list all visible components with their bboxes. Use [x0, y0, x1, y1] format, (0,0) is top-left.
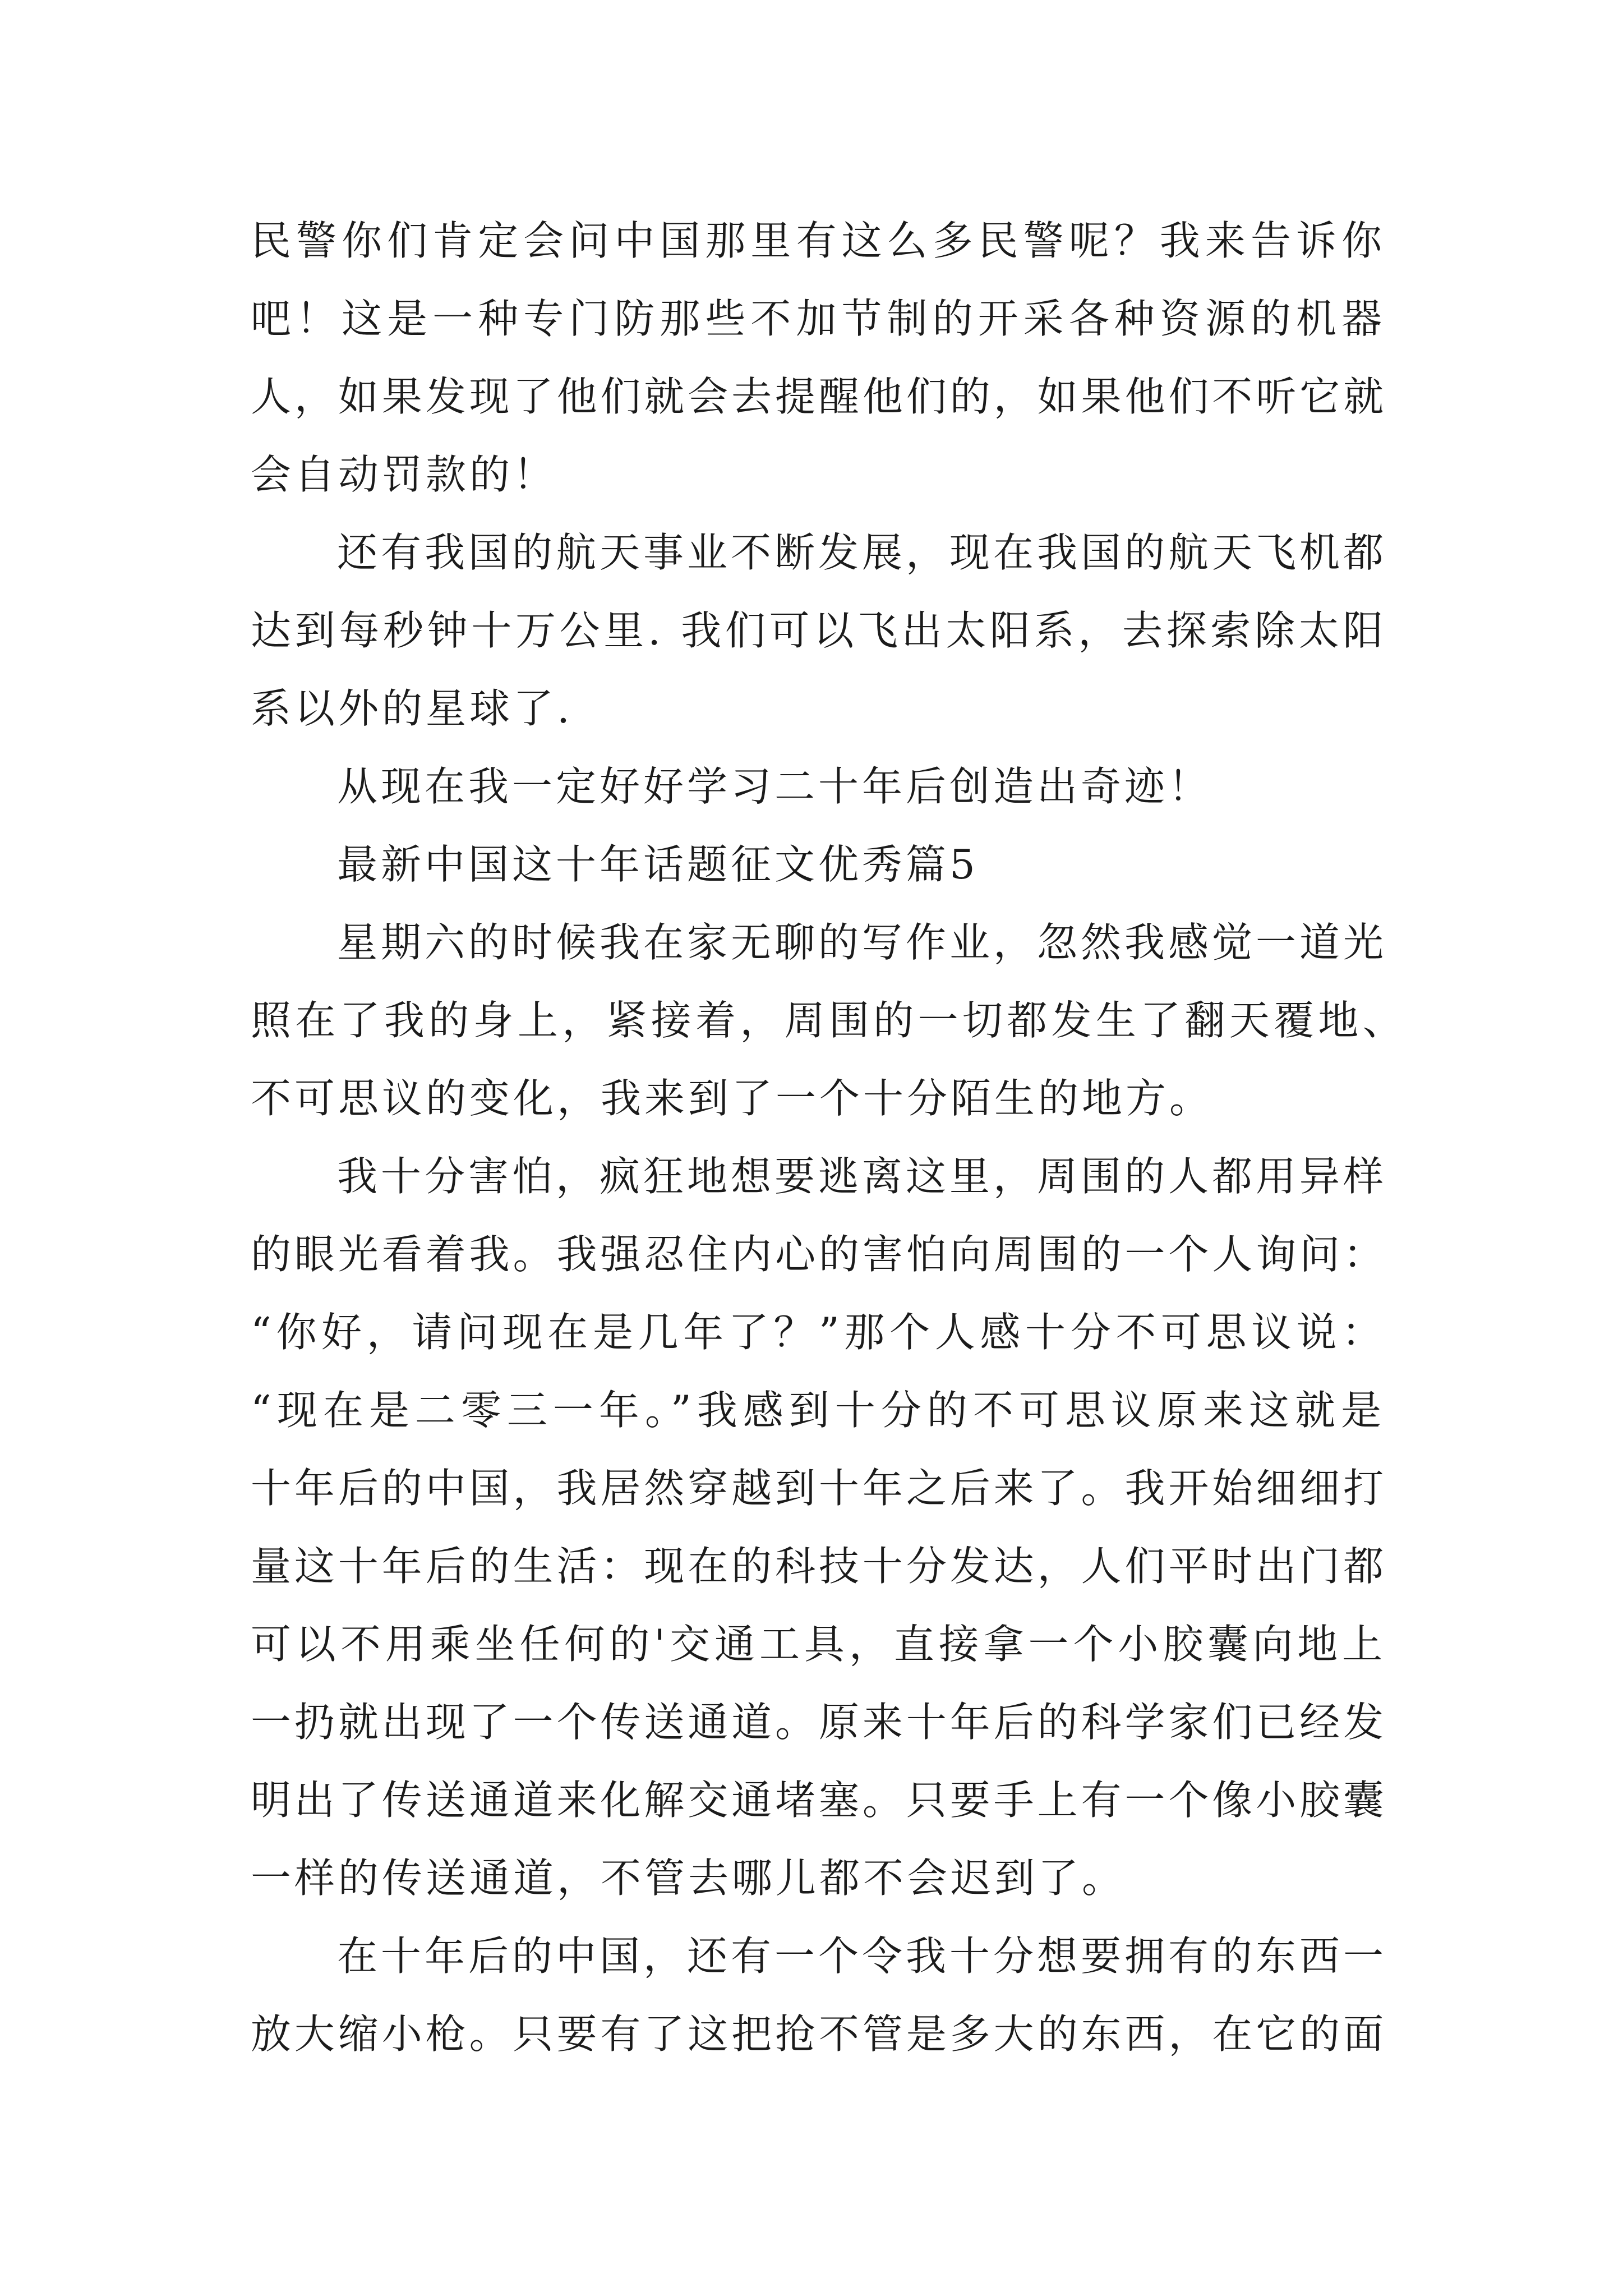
text-line-content: 不可思议的变化，我来到了一个十分陌生的地方。 [251, 1075, 1214, 1122]
text-line-content: 星期六的时候我在家无聊的写作业，忽然我感觉一道光 [337, 919, 1387, 966]
text-line-content: “你好，请问现在是几年了？”那个人感十分不可思议说： [251, 1309, 1387, 1356]
text-line-content: 放大缩小枪。只要有了这把抢不管是多大的东西，在它的面 [251, 2010, 1387, 2058]
text-line [251, 1761, 1387, 1839]
section-heading [251, 826, 1387, 904]
text-line-content: 民警你们肯定会问中国那里有这么多民警呢？我来告诉你 [251, 217, 1387, 264]
text-line-content: 我十分害怕，疯狂地想要逃离这里，周围的人都用异样 [337, 1153, 1387, 1200]
text-line [251, 670, 1387, 748]
text-line [251, 1683, 1387, 1761]
text-line [251, 436, 1387, 514]
text-line [251, 1372, 1387, 1450]
paragraph-first-line [251, 904, 1387, 982]
section-heading-text: 最新中国这十年话题征文优秀篇5 [337, 841, 979, 888]
text-line-content: 达到每秒钟十万公里. 我们可以飞出太阳系，去探索除太阳 [251, 607, 1387, 654]
text-line [251, 1839, 1387, 1917]
text-line [251, 1294, 1387, 1372]
text-line-content: 一样的传送通道，不管去哪儿都不会迟到了。 [251, 1855, 1126, 1902]
text-line-content: 量这十年后的生活：现在的科技十分发达，人们平时出门都 [251, 1543, 1387, 1590]
text-line-content: 吧！这是一种专门防那些不加节制的开采各种资源的机器 [251, 295, 1387, 342]
text-line-content: 明出了传送通道来化解交通堵塞。只要手上有一个像小胶囊 [251, 1777, 1387, 1824]
text-line [251, 1060, 1387, 1138]
text-line-content: 还有我国的航天事业不断发展，现在我国的航天飞机都 [337, 529, 1387, 576]
text-line-content: 会自动罚款的！ [251, 451, 557, 498]
text-line-content: 一扔就出现了一个传送通道。原来十年后的科学家们已经发 [251, 1699, 1387, 1746]
text-line [251, 1527, 1387, 1605]
document-body [251, 202, 1407, 2073]
text-line [251, 358, 1387, 436]
text-line [251, 280, 1387, 358]
text-line-content: 十年后的中国，我居然穿越到十年之后来了。我开始细细打 [251, 1465, 1387, 1512]
text-line-content: 可以不用乘坐任何的'交通工具，直接拿一个小胶囊向地上 [251, 1621, 1387, 1668]
text-line [251, 982, 1407, 1060]
text-line-content: “现在是二零三一年。”我感到十分的不可思议原来这就是 [251, 1387, 1387, 1434]
text-line-content: 系以外的星球了. [251, 685, 573, 732]
text-line [251, 202, 1387, 280]
paragraph-first-line [251, 748, 1387, 826]
text-line-content: 的眼光看着我。我强忍住内心的害怕向周围的一个人询问： [251, 1231, 1387, 1278]
text-line [251, 592, 1387, 670]
text-line [251, 1995, 1387, 2073]
text-line [251, 1450, 1387, 1527]
text-line [251, 1605, 1387, 1683]
paragraph-first-line [251, 1917, 1387, 1995]
text-line-content: 从现在我一定好好学习二十年后创造出奇迹！ [337, 763, 1212, 810]
text-line-content: 照在了我的身上，紧接着，周围的一切都发生了翻天覆地、 [251, 997, 1407, 1044]
paragraph-first-line [251, 1138, 1387, 1216]
text-line [251, 1216, 1387, 1294]
paragraph-first-line [251, 514, 1387, 592]
text-line-content: 在十年后的中国，还有一个令我十分想要拥有的东西一 [337, 1932, 1387, 1980]
text-line-content: 人，如果发现了他们就会去提醒他们的，如果他们不听它就 [251, 373, 1387, 420]
